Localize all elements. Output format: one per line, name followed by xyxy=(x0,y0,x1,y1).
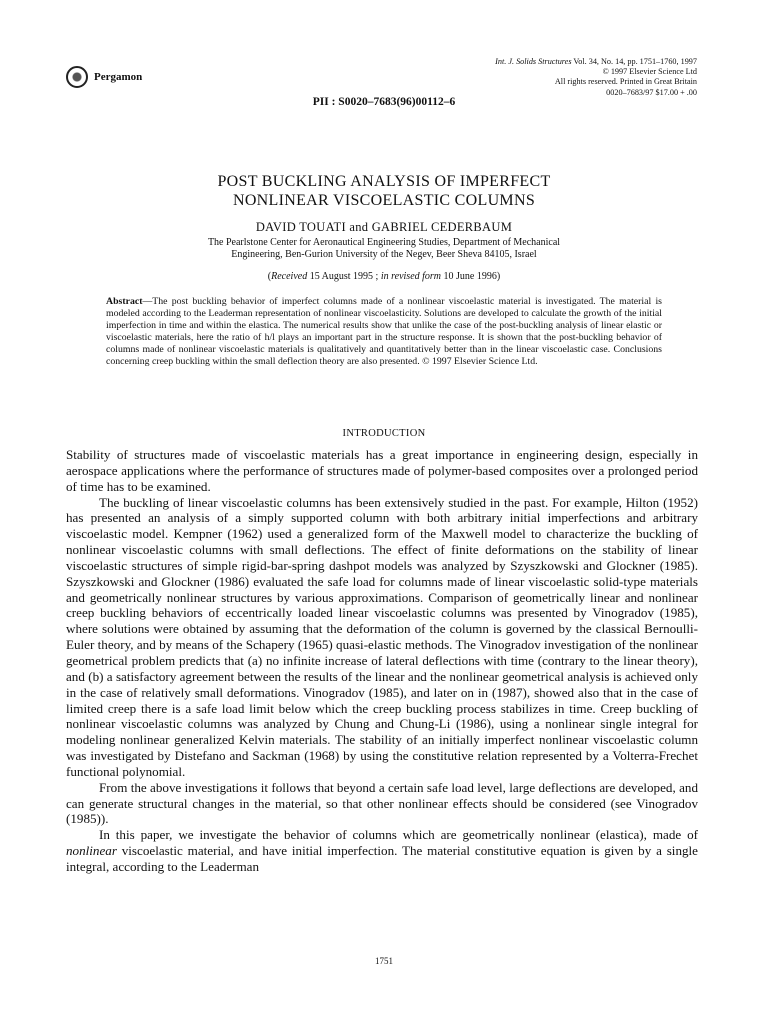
received-date: 15 August 1995 ; xyxy=(307,271,381,282)
journal-price: 0020–7683/97 $17.00 + .00 xyxy=(606,87,697,97)
received-label: Received xyxy=(271,271,308,282)
affiliation-line-1: The Pearlstone Center for Aeronautical Engineering Studies, Department of Mechanical xyxy=(207,237,561,248)
introduction-body xyxy=(66,447,698,875)
abstract-text: —The post buckling behavior of imperfect columns made of a nonlinear viscoelastic material is investigated. The material is modeled according to the Leaderman representation of nonlinear viscoelasticity. Solutions are developed to calculate the growth of the initial imperfection in time and within the elastica. The numerical results show that unlike the case of the post-buckling analysis of linear elastic or viscoelastic materials, here the ratio of h/l plays an important part in the structure response. It is shown that the post-buckling behavior of columns made of nonlinear viscoelastic materials is qualitatively and quantitatively better than in the linear viscoelastic case. Conclusions concerning creep buckling within the small deflection theory are also presented. © 1997 Elsevier Science Ltd. xyxy=(106,296,662,367)
intro-paragraph-4-start: In this paper, we investigate the behavior of columns which are geometrically nonlinear (elastica), made of xyxy=(99,827,698,843)
journal-citation xyxy=(397,57,697,67)
journal-copyright: © 1997 Elsevier Science Ltd xyxy=(602,67,697,77)
paper-title xyxy=(70,172,698,210)
author-affiliation xyxy=(100,237,668,261)
intro-paragraph-4 xyxy=(66,827,698,875)
journal-volume: Vol. 34, No. 14, pp. 1751–1760, 1997 xyxy=(573,57,697,66)
pergamon-logo-icon xyxy=(66,66,88,88)
publisher-block xyxy=(66,66,142,88)
journal-info xyxy=(397,57,697,98)
intro-paragraph-2: The buckling of linear viscoelastic columns has been extensively studied in the past. For example, Hilton (1952) has presented an analysis of a simply supported column with both arbitrary initial imperfections and arbitrary viscoelastic model. Kempner (1962) used a generalized form of the Maxwell model to characterize the buckling of nonlinear viscoelastic columns with small deflections. The effect of finite deformations on the stability of linear viscoelastic structures of simple rigid-bar-spring dashpot models was analyzed by Szyszkowski and Glockner (1985). Szyszkowski and Glockner (1986) evaluated the safe load for columns made of linear viscoelastic solid-type materials and geometrically nonlinear structures by various approximations. Comparison of geometrically linear and nonlinear creep buckling behaviors of eccentrically loaded linear viscoelastic columns was presented by Vinogradov (1985), where solutions were obtained by assuming that the deformation of the column is governed by the classical Bernoulli-Euler theory, and by means of the Schapery (1965) quasi-elastic methods. The Vinogradov investigation of the nonlinear geometrical problem predicts that (a) no infinite increase of lateral deflections with time (contrary to the linear theory), and (b) a satisfactory agreement between the results of the linear and the nonlinear geometrical analysis is achieved only in the case of relatively small deformations. Vinogradov (1985), and later on in (1987), showed also that in the case of limited creep there is a safe load limit below which the creep buckling process stabilizes in time. Creep buckling of nonlinear viscoelastic columns was analyzed by Chung and Chung-Li (1986), using a nonlinear single integral for modeling nonlinear generalized Kelvin materials. The stability of an initially imperfect nonlinear viscoelastic column was investigated by Distefano and Sackman (1968) by using the constitutive relation represented by a Volterra-Frechet functional polynomial. xyxy=(66,494,698,779)
abstract-label: Abstract xyxy=(106,296,143,307)
paper-authors: DAVID TOUATI and GABRIEL CEDERBAUM xyxy=(255,220,513,234)
pii-identifier: PII : S0020–7683(96)00112–6 xyxy=(312,96,456,108)
received-dates xyxy=(0,271,768,282)
intro-paragraph-3: From the above investigations it follows that beyond a certain safe load level, large deflections are developed, and can generate structural changes in the material, so that other nonlinear effects should be considered (see Vinogradov (1985)). xyxy=(66,779,698,827)
revised-date: 10 June 1996) xyxy=(441,271,501,282)
received-open: ( xyxy=(267,271,272,282)
revised-label: in revised form xyxy=(380,271,442,282)
journal-rights: All rights reserved. Printed in Great Britain xyxy=(554,77,697,87)
title-line-2: NONLINEAR VISCOELASTIC COLUMNS xyxy=(232,192,536,209)
affiliation-line-2: Engineering, Ben-Gurion University of the Negev, Beer Sheva 84105, Israel xyxy=(231,249,537,260)
section-heading-introduction: INTRODUCTION xyxy=(342,428,426,439)
intro-paragraph-4-end: viscoelastic material, and have initial imperfection. The material constitutive equation is given by a single integral, according to the Leaderman xyxy=(66,843,698,874)
page-number: 1751 xyxy=(375,956,393,966)
publisher-name: Pergamon xyxy=(94,71,143,83)
intro-paragraph-4-emphasis: nonlinear xyxy=(66,843,117,859)
abstract xyxy=(106,296,662,367)
intro-paragraph-1: Stability of structures made of viscoelastic materials has a great importance in engineering design, especially in aerospace applications where the performance of structures made of polymer-based composites over a prolonged period of time has to be examined. xyxy=(66,447,698,494)
title-line-1: POST BUCKLING ANALYSIS OF IMPERFECT xyxy=(217,173,551,190)
journal-name: Int. J. Solids Structures xyxy=(495,57,572,66)
